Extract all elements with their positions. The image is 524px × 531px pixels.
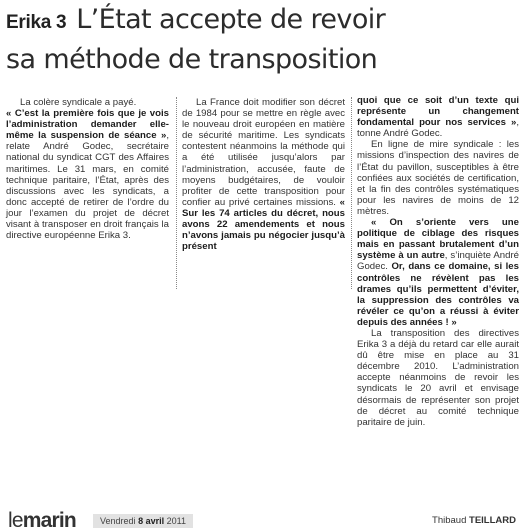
paragraph [357, 217, 519, 328]
logo-prefix: le [8, 509, 23, 531]
quote-text: « Sur les 74 articles du décret, nous avons 22 amendements et nous n’avons jamais pu négocier jusqu’à présent [182, 196, 345, 253]
quote-text: quoi que ce soit d’un texte qui représente un changement fondamental pour nos services » [357, 95, 519, 129]
publication-logo [8, 509, 76, 531]
paragraph-text: La France doit modifier son décret de 1984 pour se mettre en règle avec le nouveau droit européen en matière de sécurité maritime. Les syndicats contestent néanmoins la méthode qui a été utilisée jusqu’alors par l’administration, accusée, faute de moyens budgétaires, de vouloir profiter de cette transposition pour confier au privé certaines missions. [182, 97, 345, 208]
paragraph [357, 95, 519, 139]
article-title-line1: L’État accepte de revoir [76, 4, 386, 35]
quote-text: Or, dans ce domaine, si les contrôles ne révèlent pas les drames qu’ils permettent d’éviter, la suppression des contrôles va révéler ce qu’on a réussi à éviter depuis des années ! » [357, 261, 519, 328]
author-first-name: Thibaud [432, 515, 467, 526]
quote-text: « C’est la première fois que je vois l’administration demander elle-même la suspension de séance » [6, 108, 169, 142]
paragraph [357, 139, 519, 217]
date-weekday: Vendredi [100, 516, 136, 526]
paragraph [6, 97, 169, 108]
author-byline [432, 515, 516, 526]
article-column-3 [357, 95, 519, 428]
quote-text: « On s’oriente vers une politique de ciblage des risques mais en passant brutalement d’un système à un autre [357, 217, 519, 262]
paragraph-text: En ligne de mire syndicale : les missions d’inspection des navires de l’État du pavillon, susceptibles à être confiées aux sociétés de certification, et la fin des contrôles systématiques pour les navires de moins de 12 mètres. [357, 139, 519, 217]
date-day-month: 8 avril [138, 516, 165, 526]
column-separator [351, 97, 352, 289]
paragraph [357, 328, 519, 428]
column-separator [176, 97, 177, 289]
author-last-name: TEILLARD [469, 515, 516, 526]
article-column-2 [182, 97, 345, 252]
article-title-line2: sa méthode de transposition [6, 44, 378, 75]
paragraph [6, 108, 169, 241]
paragraph [182, 97, 345, 252]
paragraph-text: La transposition des directives Erika 3 a déjà du retard car elle aurait dû être mise en place au 31 décembre 2010. L’administration accepte néanmoins de revoir les syndicats le 20 avril et envisage désormais de représenter son projet de décret au comité technique paritaire de juin. [357, 327, 519, 428]
kicker: Erika 3 [6, 12, 67, 33]
date-year: 2011 [166, 516, 186, 526]
paragraph-text: , relate André Godec, secrétaire national du syndicat CGT des Affaires maritimes. Le 31 mars, en comité technique paritaire, l’État, après des discussions avec les syndicats, a donc accepté de retirer de l’ordre du jour l’examen du projet de décret visant à transposer en droit français la directive européenne Erika 3. [6, 130, 169, 242]
logo-name: marin [22, 509, 76, 531]
paragraph-text: , tonne André Godec. [357, 117, 519, 140]
issue-date [93, 514, 193, 528]
headline [6, 4, 518, 80]
headline-line1 [6, 4, 518, 40]
page-footer [0, 505, 524, 531]
paragraph-text: , s’inquiète André Godec. [357, 250, 519, 273]
paragraph-text: La colère syndicale a payé. [20, 97, 137, 108]
article-column-1 [6, 97, 169, 241]
